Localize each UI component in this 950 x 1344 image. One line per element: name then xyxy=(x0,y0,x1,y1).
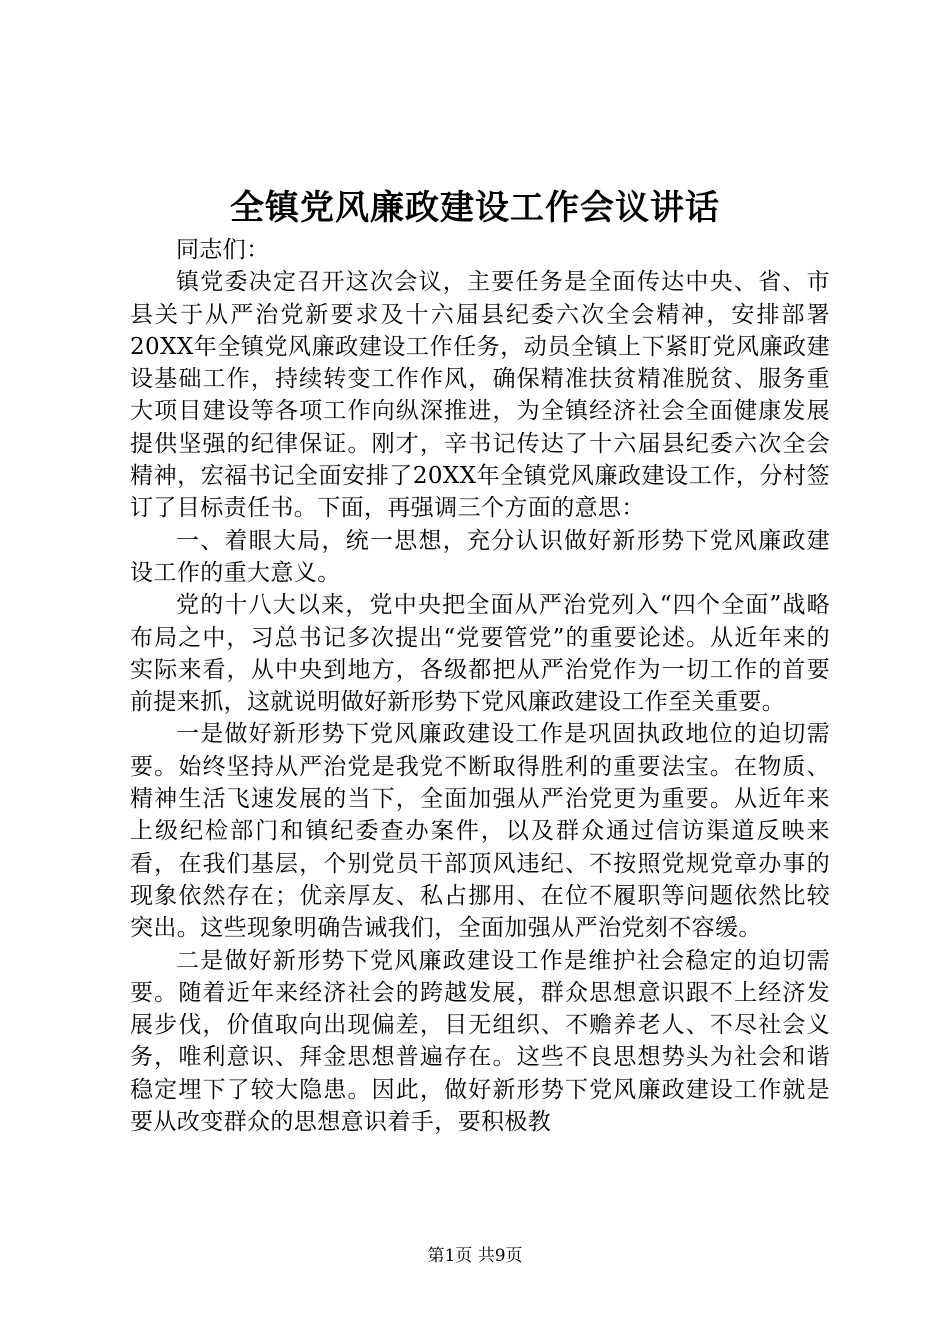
paragraph-salutation: 同志们： xyxy=(176,237,270,263)
paragraph-point-one: 一是做好新形势下党风廉政建设工作是巩固执政地位的迫切需要。始终坚持从严治党是我党不断取得胜利的重要法宝。在物质、精神生活飞速发展的当下，全面加强从严治党更为重要。从近年来上级纪检部门和镇纪委查办案件，以及群众通过信访渠道反映来看，在我们基层，个别党员干部顶风违纪、不按照党规党章办事的现象依然存在；优亲厚友、私占挪用、在位不履职等问题依然比较突出。这些现象明确告诫我们，全面加强从严治党刻不容缓。 xyxy=(130,721,830,942)
paragraph-section-heading: 一、着眼大局，统一思想，充分认识做好新形势下党风廉政建设工作的重大意义。 xyxy=(130,527,830,586)
document-title: 全镇党风廉政建设工作会议讲话 xyxy=(230,188,720,228)
page-footer: 第1页 共9页 xyxy=(427,1246,523,1266)
paragraph-background: 党的十八大以来，党中央把全面从严治党列入“四个全面”战略布局之中，习总书记多次提出“党要管党”的重要论述。从近年来的实际来看，从中央到地方，各级都把从严治党作为一切工作的首要前提来抓，这就说明做好新形势下党风廉政建设工作至关重要。 xyxy=(130,592,830,716)
document-body xyxy=(130,234,830,1138)
paragraph-point-two: 二是做好新形势下党风廉政建设工作是维护社会稳定的迫切需要。随着近年来经济社会的跨越发展，群众思想意识跟不上经济发展步伐，价值取向出现偏差，目无组织、不赡养老人、不尽社会义务，唯利意识、拜金思想普遍存在。这些不良思想势头为社会和谐稳定埋下了较大隐患。因此，做好新形势下党风廉政建设工作就是要从改变群众的思想意识着手，要积极教 xyxy=(130,947,830,1136)
paragraph-intro: 镇党委决定召开这次会议，主要任务是全面传达中央、省、市县关于从严治党新要求及十六届县纪委六次全会精神，安排部署20XX年全镇党风廉政建设工作任务，动员全镇上下紧盯党风廉政建设基础工作，持续转变工作作风，确保精准扶贫精准脱贫、服务重大项目建设等各项工作向纵深推进，为全镇经济社会全面健康发展提供坚强的纪律保证。刚才，辛书记传达了十六届县纪委六次全会精神，宏福书记全面安排了20XX年全镇党风廉政建设工作，分村签订了目标责任书。下面，再强调三个方面的意思： xyxy=(130,269,830,522)
